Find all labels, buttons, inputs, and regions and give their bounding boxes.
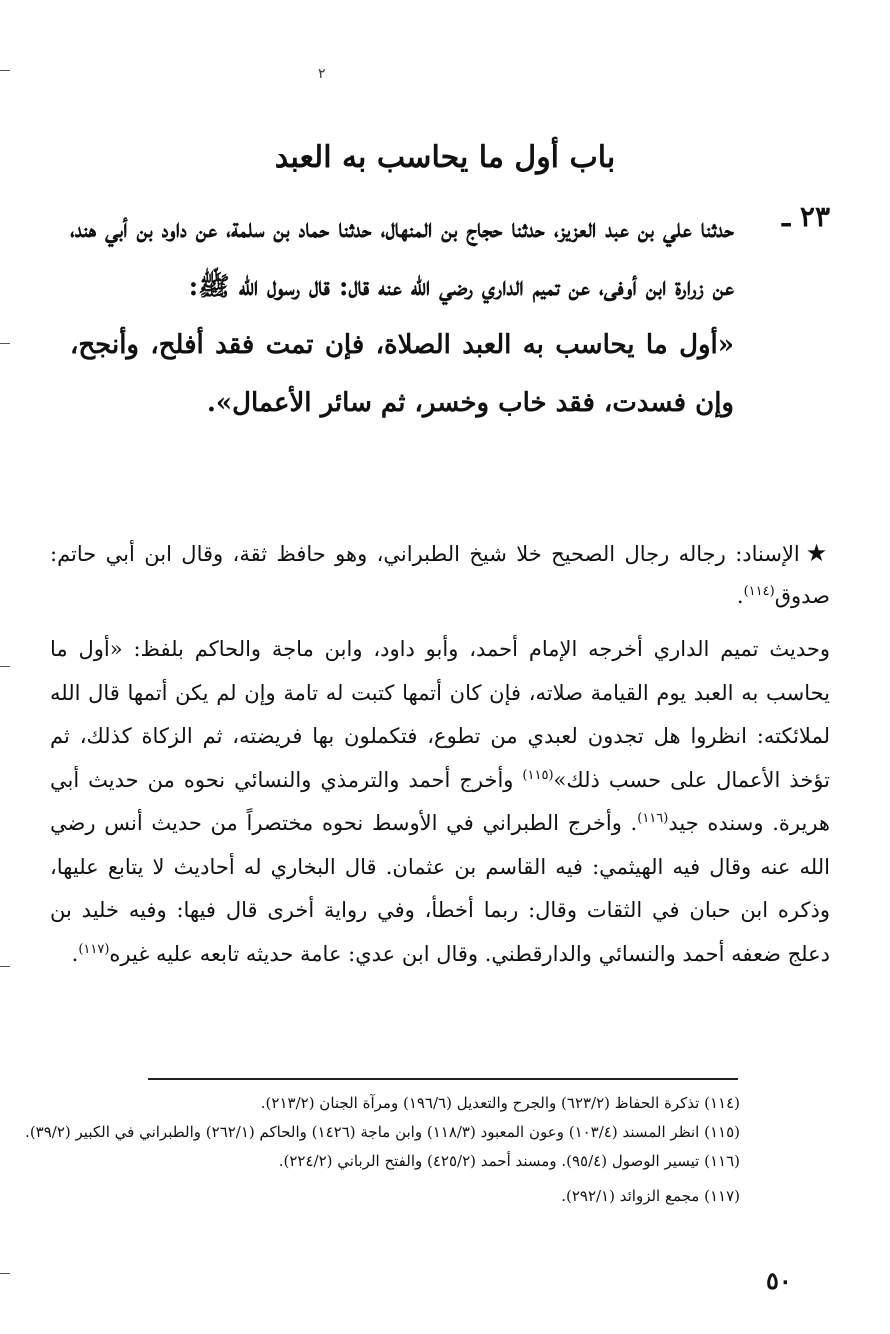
commentary-part: . وأخرج الطبراني في الأوسط نحوه مختصراً من حديث أنس رضي الله عنه وقال فيه الهيثمي: فيه القاسم بن عثمان. قال البخاري له أحاديث لا يتابع عليها، وذكره ابن حبان في الثقات وقال: ربما أخطأ، وفي رواية أخرى قال فيها: وفيه خليد بن دعلج ضعفه أحمد والنسائي والدارقطني. وقال ابن عدي: عامة حديثه تابعه عليه غيره [50,811,830,966]
margin-mark [0,966,10,967]
hadith-text [70,200,734,432]
footnote-ref: (١١٥) [522,767,554,783]
commentary-part: وحديث تميم الداري أخرجه الإمام أحمد، وأبو داود، وابن ماجة والحاكم بلفظ: «أول ما يحاسب به العبد يوم القيامة صلاته، فإن كان أتمها كتبت له تامة وإن لم يكن أتمها قال الله لملائكته: انظروا هل تجدون لعبدي من تطوع، فتكملون بها فريضته، ثم الزكاة كذلك، ثم تؤخذ الأعمال على حسب ذلك» [50,637,830,792]
page-number: ٥٠ [766,1266,792,1295]
commentary-part: وأخرج أحمد والترمذي والنسائي نحوه من حديث أبي هريرة. وسنده جيد [50,767,830,835]
isnad-text: الإسناد: رجاله رجال الصحيح خلا شيخ الطبراني، وهو حافظ ثقة، وقال ابن أبي حاتم: صدوق [50,542,830,608]
margin-mark [0,70,10,71]
hadith-number: ٢٣ ـ [781,200,830,233]
footnote-item: (١١٦) تيسير الوصول (٩٥/٤). ومسند أحمد (٤٢٥/٢) والفتح الرباني (٢٢٤/٢). [278,1152,740,1170]
hadith-block [70,200,830,432]
hadith-chain: حدثنا علي بن عبد العزيز، حدثنا حجاج بن المنهال، حدثنا حماد بن سلمة، عن داود بن أبي هند، عن زرارة ابن أوفى، عن تميم الداري رضي الله عنه قال: قال رسول الله ﷺ: [70,214,734,302]
star-icon: ★ [805,539,830,567]
top-mark: ٢ [318,66,326,82]
footnote-ref: (١١٤) [743,584,775,599]
footnote-ref: (١١٧) [78,941,110,957]
isnad-note [50,532,830,617]
commentary-end: . [71,941,79,966]
footnotes [20,1090,740,1212]
footnote-ref: (١١٦) [637,811,669,826]
footnote-divider [148,1078,738,1080]
margin-mark [0,343,10,344]
margin-mark [0,666,10,667]
isnad-end: . [736,584,744,608]
footnote-item: (١١٥) انظر المسند (١٠٣/٤) وعون المعبود (١١٨/٣) وابن ماجة (١٤٢٦) والحاكم (٢٦٢/١) والطبراني في الكبير (٣٩/٢). [25,1123,740,1141]
footnote-item: (١١٧) مجمع الزوائد (٢٩٢/١). [561,1187,740,1205]
hadith-matn: «أول ما يحاسب به العبد الصلاة، فإن تمت فقد أفلح، وأنجح، وإن فسدت، فقد خاب وخسر، ثم سائر الأعمال». [70,330,734,418]
chapter-title: باب أول ما يحاسب به العبد [274,140,616,175]
commentary [50,628,830,976]
footnote-item: (١١٤) تذكرة الحفاظ (٦٢٣/٢) والجرح والتعديل (١٩٦/٦) ومرآة الجنان (٢١٣/٢). [260,1094,740,1112]
margin-mark [0,1273,10,1274]
